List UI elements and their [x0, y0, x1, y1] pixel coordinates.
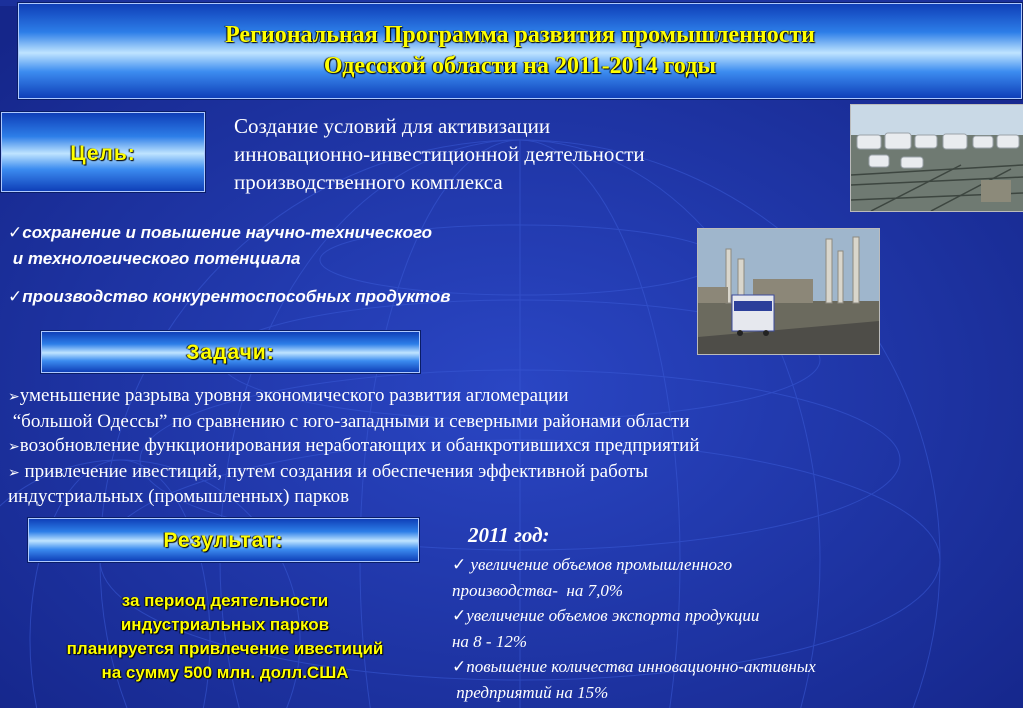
goal-bullet [8, 284, 688, 310]
check-icon: ✓ [8, 287, 23, 307]
check-icon: ✓ [452, 555, 467, 575]
result-summary-line: на сумму 500 млн. долл.США [101, 663, 349, 682]
refinery-tanks-photo [850, 104, 1023, 212]
result-item [452, 552, 1020, 578]
year-title: 2011 год: [468, 523, 550, 547]
goal-bullets [8, 220, 688, 310]
task-item-continuation: индустриальных (промышленных) парков [8, 486, 350, 507]
tasks-label: Задачи: [186, 341, 275, 364]
result-item [452, 654, 1020, 680]
goal-label: Цель: [70, 142, 136, 165]
result-item-continuation: предприятий на 15% [452, 683, 609, 702]
result-item-text: повышение количества инновационно-активных [466, 657, 816, 676]
task-text: уменьшение разрыва уровня экономического развития агломерации [19, 385, 569, 406]
check-icon: ✓ [8, 223, 23, 243]
goal-bullet-text: производство конкурентоспособных продуктов [22, 287, 451, 306]
result-label: Результат: [163, 529, 284, 552]
arrow-bullet-icon: ➢ [8, 464, 20, 481]
result-summary [2, 589, 448, 685]
arrow-bullet-icon: ➢ [8, 439, 20, 455]
result-summary-line: планируется привлечение ивестиций [66, 639, 384, 658]
arrow-bullet-icon: ➢ [8, 389, 20, 405]
goal-label-box [1, 112, 205, 192]
goal-bullet-continuation: и технологического потенциала [8, 249, 301, 268]
title-line-2: Одесской области на 2011-2014 годы [323, 53, 717, 79]
tasks-list [8, 384, 1018, 510]
result-label-box [28, 518, 419, 562]
task-text: привлечение ивестиций, путем создания и обеспечения эффективной работы [19, 460, 649, 482]
result-item-text: увеличение объемов промышленного [466, 555, 733, 574]
check-icon: ✓ [452, 657, 467, 677]
result-item-continuation: на 8 - 12% [452, 632, 528, 651]
page-title [19, 20, 1021, 82]
result-summary-line: за период деятельности [121, 591, 329, 610]
goal-bullet-text: сохранение и повышение научно-технического [22, 223, 433, 242]
result-items [452, 552, 1020, 705]
goal-text [234, 112, 834, 196]
task-text: возобновление функционирования неработающих и обанкротившихся предприятий [19, 435, 700, 456]
result-item [452, 603, 1020, 629]
tasks-label-box [41, 331, 420, 373]
goal-text-line: инновационно-инвестиционной деятельности [234, 142, 645, 166]
goal-bullet [8, 220, 688, 246]
goal-text-line: производственного комплекса [234, 170, 503, 194]
result-item-text: увеличение объемов экспорта продукции [466, 606, 760, 625]
industrial-road-photo [697, 228, 880, 355]
title-bar [18, 3, 1022, 99]
task-item-continuation: “большой Одессы” по сравнению с юго-западными и северными районами области [8, 410, 690, 432]
task-item [8, 384, 1018, 410]
task-item [8, 434, 1018, 460]
goal-text-line: Создание условий для активизации [234, 114, 551, 138]
check-icon: ✓ [452, 606, 467, 626]
result-item-continuation: производства- на 7,0% [452, 581, 624, 600]
task-item [8, 460, 1018, 486]
title-line-1: Региональная Программа развития промышленности [224, 22, 815, 48]
result-summary-line: индустриальных парков [120, 615, 330, 634]
